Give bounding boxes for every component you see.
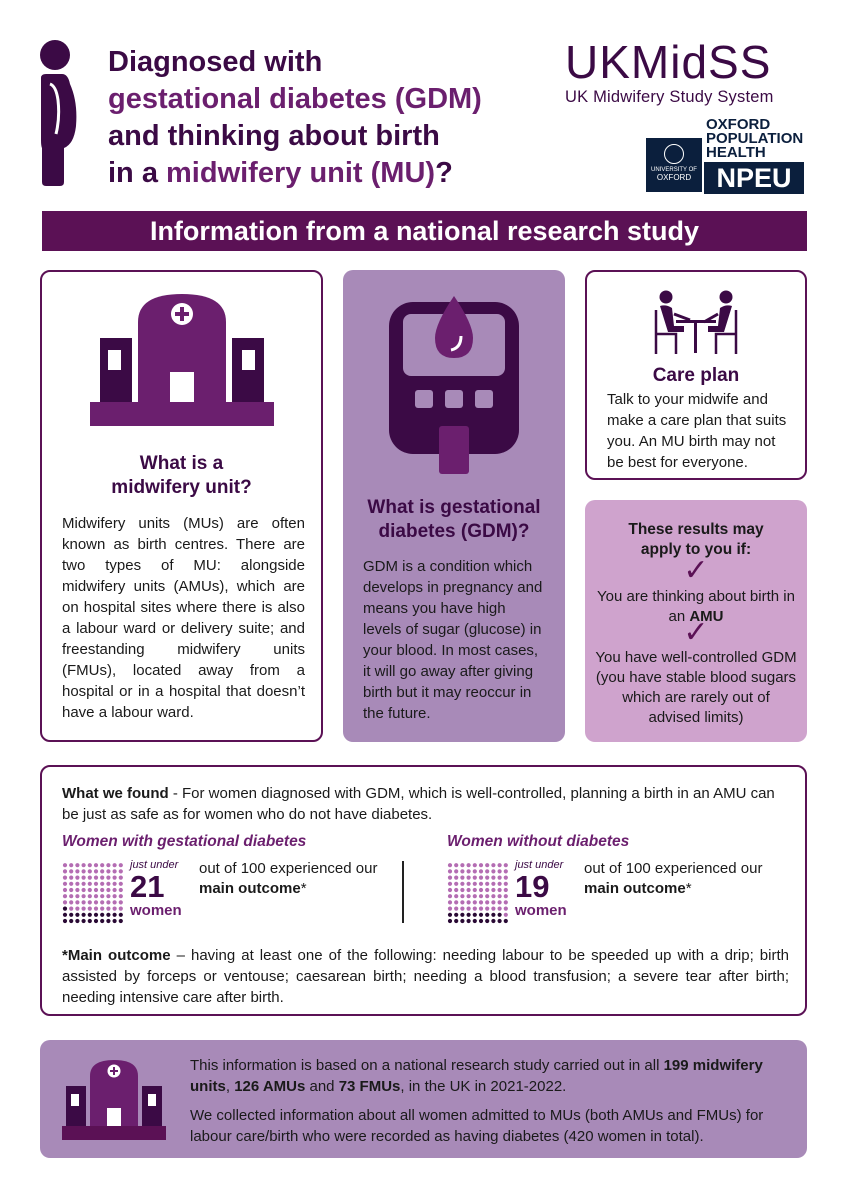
results-title-line-2: apply to you if: bbox=[640, 541, 752, 558]
dot-no-outcome bbox=[69, 869, 73, 873]
dot-no-outcome bbox=[106, 888, 110, 892]
dot-no-outcome bbox=[82, 907, 86, 911]
stat-no-diabetes-text-pre: out of 100 experienced our bbox=[584, 860, 763, 877]
dot-no-outcome bbox=[491, 876, 495, 880]
dot-no-outcome bbox=[460, 900, 464, 904]
dot-no-outcome bbox=[119, 882, 123, 886]
dot-no-outcome bbox=[100, 863, 104, 867]
dot-no-outcome bbox=[113, 869, 117, 873]
dot-no-outcome bbox=[479, 894, 483, 898]
dot-no-outcome bbox=[498, 869, 502, 873]
dot-no-outcome bbox=[467, 894, 471, 898]
dot-no-outcome bbox=[82, 900, 86, 904]
dot-no-outcome bbox=[63, 869, 67, 873]
dot-outcome bbox=[479, 919, 483, 923]
gdm-card-body: GDM is a condition which develops in pregnancy and means you have high levels of sugar (glucose) in your blood. In most cases, it will go away after giving birth but it may reoccur in the future. bbox=[363, 558, 543, 722]
dot-grid-no-diabetes bbox=[447, 862, 509, 924]
dot-no-outcome bbox=[485, 863, 489, 867]
ukmidss-wordmark: UKMidSS bbox=[565, 36, 772, 88]
dot-no-outcome bbox=[504, 913, 508, 917]
dot-outcome bbox=[63, 919, 67, 923]
dot-outcome bbox=[82, 919, 86, 923]
oxford-npeu-logo bbox=[646, 118, 811, 194]
stat-no-diabetes bbox=[515, 859, 575, 919]
dot-no-outcome bbox=[63, 863, 67, 867]
title-line-4-highlight: midwifery unit (MU) bbox=[166, 157, 436, 189]
oph-line-1: OXFORD bbox=[706, 116, 771, 133]
dot-no-outcome bbox=[498, 888, 502, 892]
dot-no-outcome bbox=[113, 882, 117, 886]
dot-no-outcome bbox=[69, 863, 73, 867]
dot-outcome bbox=[119, 919, 123, 923]
stat-no-diabetes-text-bold: main outcome bbox=[584, 880, 686, 897]
dot-no-outcome bbox=[106, 863, 110, 867]
dot-no-outcome bbox=[479, 882, 483, 886]
dot-no-outcome bbox=[460, 876, 464, 880]
dot-outcome bbox=[82, 913, 86, 917]
dot-outcome bbox=[467, 919, 471, 923]
crest-shield-icon bbox=[664, 144, 684, 164]
study-info-paragraph-1 bbox=[190, 1055, 790, 1097]
glucose-meter-icon bbox=[389, 292, 519, 474]
title-line-4-pre: in a bbox=[108, 157, 167, 189]
dot-no-outcome bbox=[94, 869, 98, 873]
dot-no-outcome bbox=[448, 869, 452, 873]
dot-no-outcome bbox=[75, 869, 79, 873]
page-title bbox=[108, 44, 548, 192]
dot-no-outcome bbox=[498, 876, 502, 880]
dot-no-outcome bbox=[63, 876, 67, 880]
dot-no-outcome bbox=[69, 894, 73, 898]
dot-no-outcome bbox=[63, 882, 67, 886]
dot-no-outcome bbox=[106, 876, 110, 880]
study-info-p1-sep2: and bbox=[305, 1078, 339, 1095]
dot-no-outcome bbox=[454, 869, 458, 873]
mu-card-body: Midwifery units (MUs) are often known as birth centres. There are two types of MU: alongside midwifery units (AMUs), which are on hospital sites where there is also a labour ward or delivery suite; and freestanding midwifery units (FMUs), located away from a hospital or in a hospital that doesn’t have a labour ward. bbox=[62, 515, 305, 721]
care-plan-body: Talk to your midwife and make a care plan that suits you. An MU birth may not be best for everyone. bbox=[607, 391, 787, 471]
stat-gdm-text-pre: out of 100 experienced our bbox=[199, 860, 378, 877]
results-item-1-bold: AMU bbox=[689, 608, 724, 625]
dot-no-outcome bbox=[69, 888, 73, 892]
dot-no-outcome bbox=[113, 888, 117, 892]
dot-no-outcome bbox=[82, 869, 86, 873]
dot-no-outcome bbox=[448, 876, 452, 880]
dot-no-outcome bbox=[100, 869, 104, 873]
dot-no-outcome bbox=[113, 863, 117, 867]
dot-outcome bbox=[119, 913, 123, 917]
dot-no-outcome bbox=[460, 888, 464, 892]
stat-no-diabetes-text bbox=[584, 859, 764, 899]
dot-no-outcome bbox=[82, 882, 86, 886]
dot-no-outcome bbox=[113, 876, 117, 880]
dot-no-outcome bbox=[491, 869, 495, 873]
oxford-crest-logo bbox=[646, 138, 702, 192]
stat-no-diabetes-qualifier: just under bbox=[515, 859, 564, 871]
dot-no-outcome bbox=[460, 894, 464, 898]
dot-no-outcome bbox=[119, 907, 123, 911]
dot-no-outcome bbox=[467, 869, 471, 873]
dot-no-outcome bbox=[106, 907, 110, 911]
dot-no-outcome bbox=[113, 907, 117, 911]
dot-no-outcome bbox=[119, 876, 123, 880]
dot-no-outcome bbox=[467, 882, 471, 886]
dot-outcome bbox=[498, 913, 502, 917]
main-outcome-note bbox=[62, 945, 789, 1008]
dot-no-outcome bbox=[460, 907, 464, 911]
dot-no-outcome bbox=[75, 900, 79, 904]
dot-no-outcome bbox=[498, 882, 502, 886]
dot-outcome bbox=[448, 913, 452, 917]
dot-no-outcome bbox=[82, 888, 86, 892]
dot-no-outcome bbox=[448, 888, 452, 892]
dot-no-outcome bbox=[82, 876, 86, 880]
dot-no-outcome bbox=[75, 894, 79, 898]
dot-no-outcome bbox=[479, 876, 483, 880]
hospital-icon bbox=[90, 294, 274, 426]
dot-no-outcome bbox=[473, 900, 477, 904]
stat-no-diabetes-text-post: * bbox=[685, 880, 692, 897]
dot-no-outcome bbox=[473, 869, 477, 873]
dot-no-outcome bbox=[63, 900, 67, 904]
dot-no-outcome bbox=[106, 894, 110, 898]
dot-outcome bbox=[491, 919, 495, 923]
title-line-3: and thinking about birth bbox=[108, 120, 440, 152]
dot-no-outcome bbox=[100, 894, 104, 898]
dot-no-outcome bbox=[498, 863, 502, 867]
dot-no-outcome bbox=[88, 869, 92, 873]
hospital-icon bbox=[62, 1060, 166, 1140]
dot-no-outcome bbox=[473, 888, 477, 892]
banner: Information from a national research study bbox=[42, 211, 807, 251]
consultation-icon bbox=[650, 290, 742, 356]
dot-no-outcome bbox=[473, 882, 477, 886]
title-line-1: Diagnosed with bbox=[108, 46, 323, 78]
dot-no-outcome bbox=[485, 888, 489, 892]
dot-no-outcome bbox=[119, 869, 123, 873]
dot-no-outcome bbox=[69, 907, 73, 911]
dot-no-outcome bbox=[119, 863, 123, 867]
dot-no-outcome bbox=[479, 900, 483, 904]
dot-outcome bbox=[106, 913, 110, 917]
study-info-p1-pre: This information is based on a national research study carried out in all bbox=[190, 1057, 664, 1074]
dot-no-outcome bbox=[448, 894, 452, 898]
findings-panel bbox=[40, 765, 807, 1016]
dot-no-outcome bbox=[69, 876, 73, 880]
dot-no-outcome bbox=[88, 894, 92, 898]
dot-outcome bbox=[454, 913, 458, 917]
findings-intro bbox=[62, 783, 787, 825]
dot-no-outcome bbox=[100, 888, 104, 892]
results-title-line-1: These results may bbox=[628, 521, 764, 538]
dot-no-outcome bbox=[491, 907, 495, 911]
title-line-4 bbox=[108, 155, 548, 192]
dot-no-outcome bbox=[485, 882, 489, 886]
dot-no-outcome bbox=[473, 894, 477, 898]
dot-outcome bbox=[100, 913, 104, 917]
dot-outcome bbox=[448, 919, 452, 923]
dot-no-outcome bbox=[448, 907, 452, 911]
dot-outcome bbox=[473, 919, 477, 923]
dot-no-outcome bbox=[448, 882, 452, 886]
results-item-2: You have well-controlled GDM (you have stable blood sugars which are rarely out of advised limits) bbox=[595, 649, 797, 726]
oxford-crest-text-1: UNIVERSITY OF bbox=[651, 167, 697, 173]
dot-no-outcome bbox=[454, 907, 458, 911]
dot-outcome bbox=[504, 919, 508, 923]
stat-no-diabetes-unit: women bbox=[515, 902, 567, 919]
dot-no-outcome bbox=[467, 900, 471, 904]
dot-no-outcome bbox=[460, 882, 464, 886]
dot-no-outcome bbox=[94, 876, 98, 880]
dot-no-outcome bbox=[100, 907, 104, 911]
dot-no-outcome bbox=[454, 888, 458, 892]
dot-no-outcome bbox=[106, 869, 110, 873]
oxford-crest-text-2: OXFORD bbox=[656, 173, 692, 182]
dot-no-outcome bbox=[504, 888, 508, 892]
study-info-p1-fmus: 73 FMUs bbox=[338, 1078, 401, 1095]
oxford-population-health-text bbox=[706, 118, 803, 160]
dot-no-outcome bbox=[485, 900, 489, 904]
dot-outcome bbox=[113, 913, 117, 917]
pregnant-woman-icon bbox=[38, 40, 78, 186]
dot-no-outcome bbox=[75, 888, 79, 892]
dot-no-outcome bbox=[491, 888, 495, 892]
dot-outcome bbox=[94, 919, 98, 923]
dot-no-outcome bbox=[82, 894, 86, 898]
stat-gdm-text bbox=[199, 859, 379, 899]
dot-no-outcome bbox=[504, 894, 508, 898]
dot-no-outcome bbox=[454, 894, 458, 898]
group-gdm-title: Women with gestational diabetes bbox=[62, 833, 307, 850]
stat-gdm-qualifier: just under bbox=[130, 859, 179, 871]
dot-no-outcome bbox=[504, 900, 508, 904]
dot-outcome bbox=[467, 913, 471, 917]
dot-outcome bbox=[498, 919, 502, 923]
dot-outcome bbox=[454, 919, 458, 923]
mu-card-title bbox=[42, 452, 321, 500]
dot-no-outcome bbox=[119, 900, 123, 904]
group-no-diabetes-title: Women without diabetes bbox=[447, 833, 630, 850]
dot-no-outcome bbox=[100, 882, 104, 886]
dot-outcome bbox=[106, 919, 110, 923]
dot-no-outcome bbox=[119, 888, 123, 892]
findings-intro-text: - For women diagnosed with GDM, which is well-controlled, planning a birth in an AMU can be just as safe as for women who do not have diabetes. bbox=[62, 785, 775, 823]
dot-no-outcome bbox=[113, 894, 117, 898]
study-info-p1-post: , in the UK in 2021-2022. bbox=[400, 1078, 567, 1095]
dot-no-outcome bbox=[485, 894, 489, 898]
dot-no-outcome bbox=[75, 863, 79, 867]
dot-grid-gdm bbox=[62, 862, 124, 924]
dot-no-outcome bbox=[491, 894, 495, 898]
ukmidss-subtitle: UK Midwifery Study System bbox=[565, 88, 774, 106]
gdm-title-line-1: What is gestational bbox=[367, 497, 541, 518]
dot-no-outcome bbox=[473, 907, 477, 911]
dot-outcome bbox=[69, 919, 73, 923]
dot-no-outcome bbox=[504, 882, 508, 886]
study-info-paragraph-2: We collected information about all women admitted to MUs (both AMUs and FMUs) for labour care/birth who were recorded as having diabetes (420 women in total). bbox=[190, 1107, 764, 1145]
dot-outcome bbox=[88, 919, 92, 923]
ukmidss-logo bbox=[565, 38, 815, 107]
dot-no-outcome bbox=[75, 907, 79, 911]
dot-no-outcome bbox=[485, 876, 489, 880]
study-info-p1-amus: 126 AMUs bbox=[234, 1078, 306, 1095]
dot-no-outcome bbox=[460, 869, 464, 873]
stat-gdm-text-bold: main outcome bbox=[199, 880, 301, 897]
dot-no-outcome bbox=[504, 869, 508, 873]
stat-gdm-unit: women bbox=[130, 902, 182, 919]
dot-no-outcome bbox=[106, 900, 110, 904]
stat-no-diabetes-number: 19 bbox=[515, 869, 550, 904]
dot-no-outcome bbox=[504, 863, 508, 867]
dot-no-outcome bbox=[467, 907, 471, 911]
dot-no-outcome bbox=[485, 907, 489, 911]
main-outcome-bold: *Main outcome bbox=[62, 947, 171, 964]
dot-no-outcome bbox=[485, 869, 489, 873]
dot-no-outcome bbox=[473, 876, 477, 880]
dot-no-outcome bbox=[94, 894, 98, 898]
dot-outcome bbox=[479, 913, 483, 917]
dot-no-outcome bbox=[460, 863, 464, 867]
main-outcome-text: – having at least one of the following: needing labour to be speeded up with a drip; birth assisted by forceps or ventouse; caesarean birth; needing a blood transfusion; a severe tear after birth; needing intensive care after birth. bbox=[62, 947, 789, 1006]
dot-outcome bbox=[460, 919, 464, 923]
dot-no-outcome bbox=[473, 863, 477, 867]
dot-no-outcome bbox=[88, 907, 92, 911]
dot-no-outcome bbox=[100, 876, 104, 880]
stat-gdm-number: 21 bbox=[130, 869, 165, 904]
study-info-p1-sep1: , bbox=[225, 1078, 235, 1095]
dot-no-outcome bbox=[504, 876, 508, 880]
dot-outcome bbox=[63, 913, 67, 917]
dot-no-outcome bbox=[491, 882, 495, 886]
dot-no-outcome bbox=[467, 863, 471, 867]
gdm-card-title bbox=[343, 496, 565, 544]
dot-no-outcome bbox=[479, 888, 483, 892]
dot-no-outcome bbox=[479, 869, 483, 873]
dot-no-outcome bbox=[113, 900, 117, 904]
dot-no-outcome bbox=[454, 876, 458, 880]
mu-title-line-1: What is a bbox=[139, 453, 224, 474]
dot-no-outcome bbox=[491, 900, 495, 904]
results-item-1-text: You are thinking about birth in an bbox=[597, 588, 795, 625]
dot-no-outcome bbox=[454, 863, 458, 867]
study-info-panel bbox=[40, 1040, 807, 1158]
dot-no-outcome bbox=[498, 894, 502, 898]
dot-no-outcome bbox=[75, 882, 79, 886]
mu-title-line-2: midwifery unit? bbox=[111, 477, 252, 498]
dot-no-outcome bbox=[94, 882, 98, 886]
dot-no-outcome bbox=[467, 888, 471, 892]
care-plan-card bbox=[585, 270, 807, 480]
dot-outcome bbox=[491, 913, 495, 917]
dot-outcome bbox=[113, 919, 117, 923]
gdm-title-line-2: diabetes (GDM)? bbox=[378, 521, 530, 542]
dot-no-outcome bbox=[94, 888, 98, 892]
group-divider bbox=[402, 861, 404, 923]
dot-no-outcome bbox=[63, 888, 67, 892]
dot-outcome bbox=[75, 913, 79, 917]
results-apply-card bbox=[585, 500, 807, 742]
dot-no-outcome bbox=[454, 882, 458, 886]
stat-gdm bbox=[130, 859, 190, 919]
dot-no-outcome bbox=[69, 882, 73, 886]
npeu-logo: NPEU bbox=[704, 162, 804, 194]
dot-no-outcome bbox=[75, 876, 79, 880]
dot-no-outcome bbox=[88, 900, 92, 904]
stat-gdm-text-post: * bbox=[300, 880, 307, 897]
findings-intro-bold: What we found bbox=[62, 785, 169, 802]
dot-outcome bbox=[485, 913, 489, 917]
gdm-card bbox=[343, 270, 565, 742]
dot-no-outcome bbox=[479, 863, 483, 867]
dot-no-outcome bbox=[498, 900, 502, 904]
dot-no-outcome bbox=[106, 882, 110, 886]
dot-outcome bbox=[473, 913, 477, 917]
dot-no-outcome bbox=[94, 907, 98, 911]
midwifery-unit-card bbox=[40, 270, 323, 742]
dot-no-outcome bbox=[448, 900, 452, 904]
study-info-p1-units: 199 midwifery units bbox=[190, 1057, 763, 1095]
checkmark-icon: ✓ bbox=[683, 554, 709, 587]
dot-outcome bbox=[63, 907, 67, 911]
dot-no-outcome bbox=[479, 907, 483, 911]
title-line-2: gestational diabetes (GDM) bbox=[108, 83, 482, 115]
dot-no-outcome bbox=[88, 888, 92, 892]
checkmark-icon: ✓ bbox=[683, 616, 709, 649]
dot-no-outcome bbox=[467, 876, 471, 880]
dot-no-outcome bbox=[69, 900, 73, 904]
dot-outcome bbox=[100, 919, 104, 923]
title-line-4-post: ? bbox=[435, 157, 453, 189]
dot-outcome bbox=[460, 913, 464, 917]
dot-no-outcome bbox=[88, 876, 92, 880]
dot-no-outcome bbox=[88, 882, 92, 886]
dot-outcome bbox=[69, 913, 73, 917]
dot-outcome bbox=[75, 919, 79, 923]
dot-no-outcome bbox=[88, 863, 92, 867]
dot-no-outcome bbox=[63, 894, 67, 898]
oph-line-2: POPULATION bbox=[706, 130, 804, 147]
dot-no-outcome bbox=[100, 900, 104, 904]
dot-no-outcome bbox=[498, 907, 502, 911]
dot-outcome bbox=[88, 913, 92, 917]
dot-no-outcome bbox=[94, 900, 98, 904]
dot-no-outcome bbox=[119, 894, 123, 898]
dot-no-outcome bbox=[454, 900, 458, 904]
dot-no-outcome bbox=[82, 863, 86, 867]
dot-no-outcome bbox=[491, 863, 495, 867]
dot-no-outcome bbox=[504, 907, 508, 911]
dot-no-outcome bbox=[448, 863, 452, 867]
dot-outcome bbox=[94, 913, 98, 917]
care-plan-title: Care plan bbox=[652, 365, 740, 386]
dot-no-outcome bbox=[94, 863, 98, 867]
oph-line-3: HEALTH bbox=[706, 144, 766, 161]
dot-outcome bbox=[485, 919, 489, 923]
